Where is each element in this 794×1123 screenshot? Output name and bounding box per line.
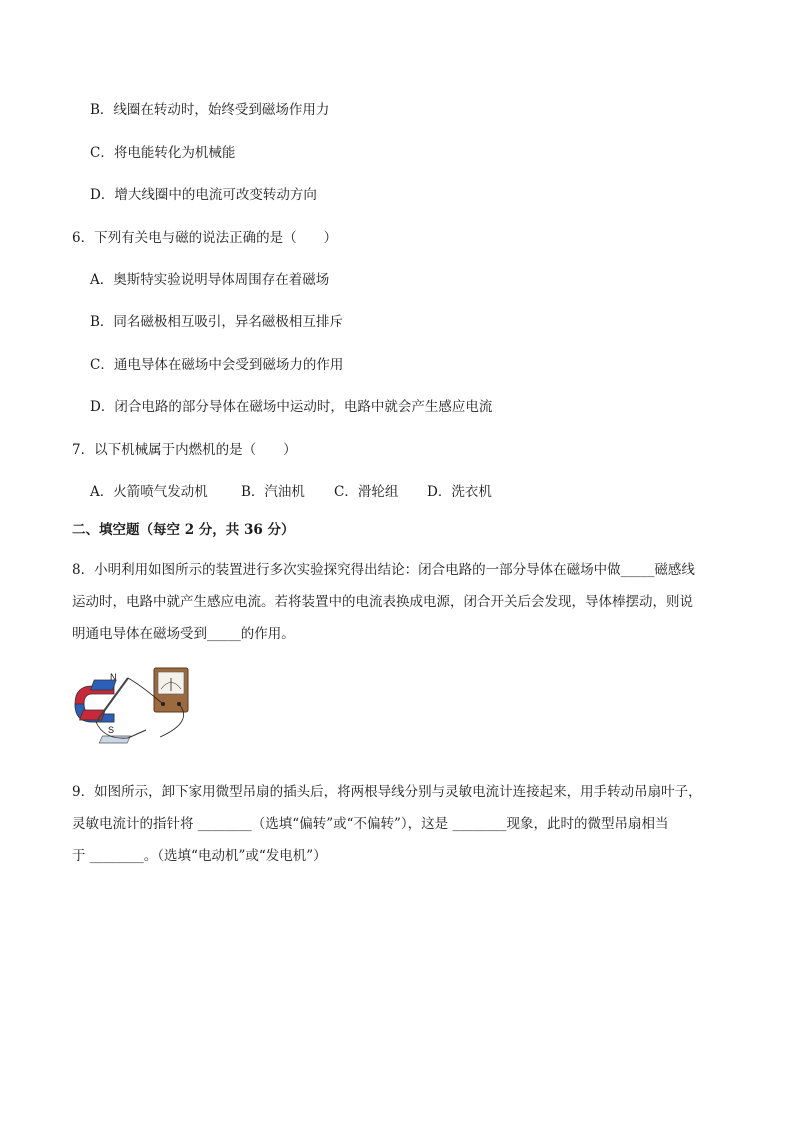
q7-option-d: D．洗衣机 [427,484,492,500]
q7-option-a: A．火箭喷气发动机 [90,484,208,500]
label-south: S [108,725,115,735]
horseshoe-magnet-icon [75,680,116,722]
q5-option-d: D．增大线圈中的电流可改变转动方向 [90,187,317,203]
q6-option-c: C．通电导体在磁场中会受到磁场力的作用 [90,357,344,373]
q7-option-c: C．滑轮组 [334,484,399,500]
induction-experiment-figure [70,664,200,750]
q8-line-1: 8．小明利用如图所示的装置进行多次实验探究得出结论：闭合电路的一部分导体在磁场中做_____磁感线 [72,562,695,578]
switch-icon [99,730,146,743]
galvanometer-icon [154,668,188,712]
label-north: N [110,672,117,682]
q6-option-a: A．奥斯特实验说明导体周围存在着磁场 [90,272,330,288]
q5-option-b: B．线圈在转动时，始终受到磁场作用力 [90,102,330,118]
q6-stem: 6．下列有关电与磁的说法正确的是（ ） [72,230,338,246]
q5-option-c: C．将电能转化为机械能 [90,145,236,161]
q8-line-3: 明通电导体在磁场受到_____的作用。 [72,626,295,642]
q9-line-2: 灵敏电流计的指针将 ________（选填“偏转”或“不偏转”），这是 ________现象，此时的微型吊扇相当 [72,816,669,832]
q8-line-2: 运动时，电路中就产生感应电流。若将装置中的电流表换成电源，闭合开关后会发现，导体棒摆动，则说 [72,594,693,610]
q7-options [90,482,492,502]
q7-option-b: B．汽油机 [241,484,305,500]
q9-line-3: 于 ________。（选填“电动机”或“发电机”） [72,848,327,864]
q6-option-b: B．同名磁极相互吸引，异名磁极相互排斥 [90,314,343,330]
q9-line-1: 9．如图所示，卸下家用微型吊扇的插头后，将两根导线分别与灵敏电流计连接起来，用手转动吊扇叶子， [72,784,702,800]
section-title: 二、填空题（每空 2 分，共 36 分） [72,522,295,538]
q6-option-d: D．闭合电路的部分导体在磁场中运动时，电路中就会产生感应电流 [90,399,493,415]
q7-stem: 7．以下机械属于内燃机的是（ ） [72,442,297,458]
